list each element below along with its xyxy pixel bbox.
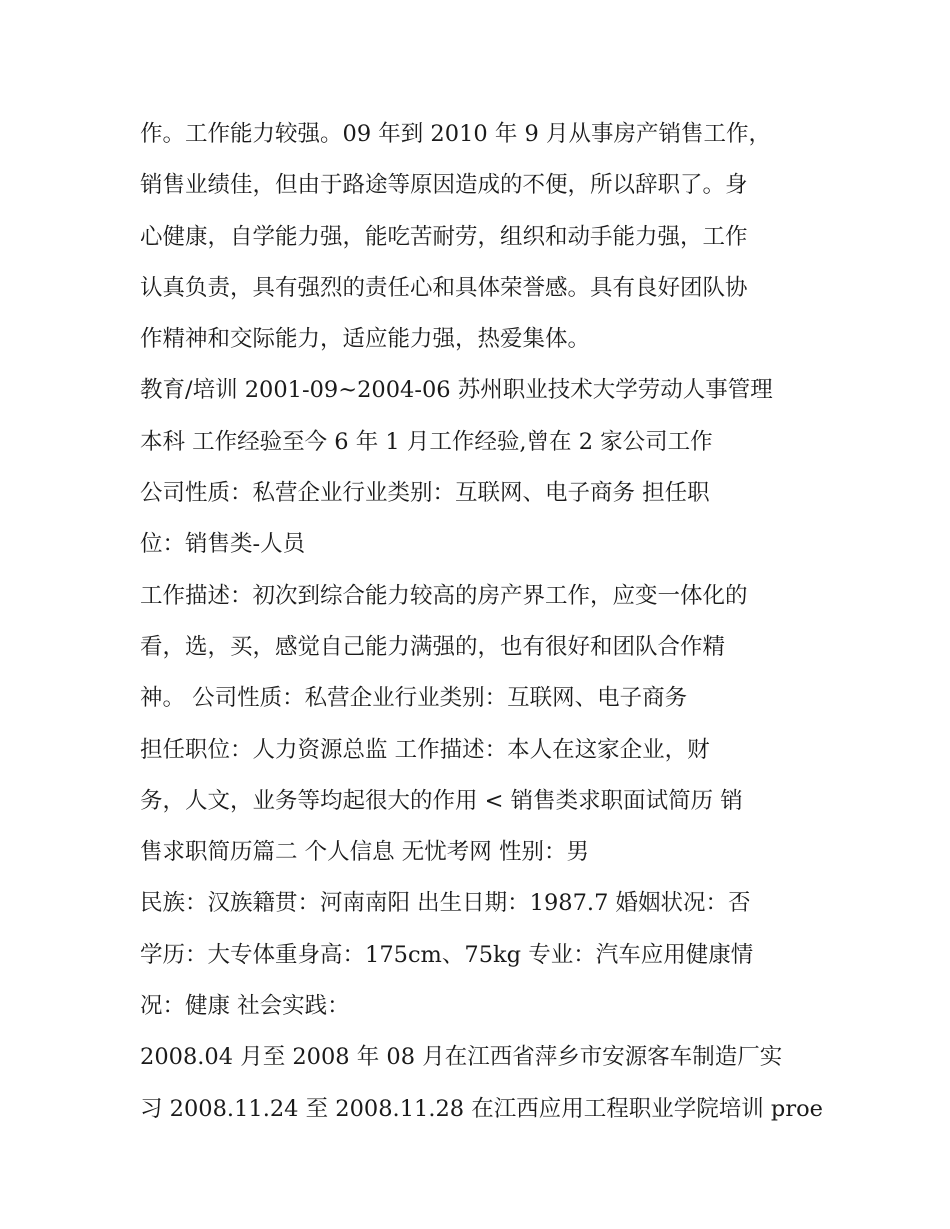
text-line-7: 本科 工作经验至今 6 年 1 月工作经验,曾在 2 家公司工作 <box>140 428 713 455</box>
text-line-3: 心健康，自学能力强，能吃苦耐劳，组织和动手能力强，工作 <box>140 223 748 250</box>
text-line-9: 位：销售类-人员 <box>140 531 306 558</box>
text-line-14: 务，人文，业务等均起很大的作用 < 销售类求职面试简历 销 <box>140 787 743 814</box>
text-line-16: 民族：汉族籍贯：河南南阳 出生日期：1987.7 婚姻状况：否 <box>140 890 751 917</box>
text-line-12: 神。 公司性质：私营企业行业类别：互联网、电子商务 <box>140 685 688 712</box>
text-line-11: 看，选，买，感觉自己能力满强的，也有很好和团队合作精 <box>140 633 726 660</box>
text-line-18: 况：健康 社会实践： <box>140 993 350 1020</box>
text-line-19: 2008.04 月至 2008 年 08 月在江西省萍乡市安源客车制造厂实 <box>140 1044 783 1071</box>
text-line-17: 学历：大专体重身高：175cm、75kg 专业：汽车应用健康情 <box>140 941 754 968</box>
text-line-5: 作精神和交际能力，适应能力强，热爱集体。 <box>140 326 591 353</box>
text-line-13: 担任职位：人力资源总监 工作描述：本人在这家企业，财 <box>140 736 710 763</box>
text-line-20: 习 2008.11.24 至 2008.11.28 在江西应用工程职业学院培训 proe <box>140 1095 823 1122</box>
text-line-4: 认真负责，具有强烈的责任心和具体荣誉感。具有良好团队协 <box>140 274 748 301</box>
text-line-15: 售求职简历篇二 个人信息 无忧考网 性别：男 <box>140 839 589 866</box>
text-line-2: 销售业绩佳，但由于路途等原因造成的不便，所以辞职了。身 <box>140 172 748 199</box>
text-line-6: 教育/培训 2001-09~2004-06 苏州职业技术大学劳动人事管理 <box>140 377 773 404</box>
text-line-1: 作。工作能力较强。09 年到 2010 年 9 月从事房产销售工作， <box>140 121 771 147</box>
text-line-10: 工作描述：初次到综合能力较高的房产界工作，应变一体化的 <box>140 582 748 609</box>
text-line-8: 公司性质：私营企业行业类别：互联网、电子商务 担任职 <box>140 480 710 507</box>
